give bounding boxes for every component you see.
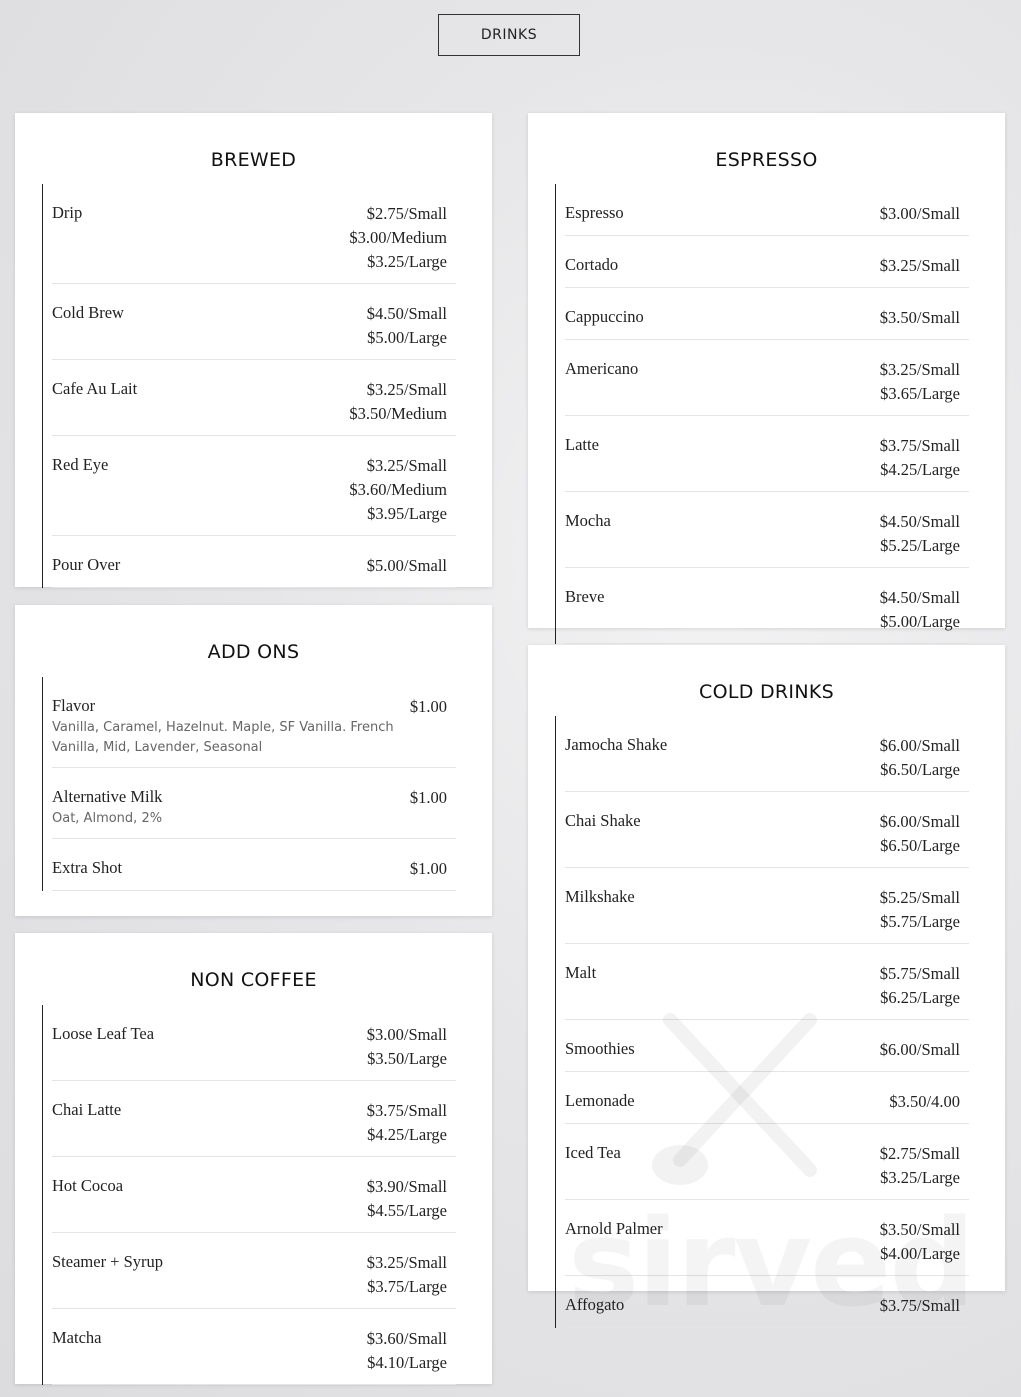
section-title: COLD DRINKS xyxy=(699,681,834,703)
menu-item-prices xyxy=(880,1218,960,1266)
menu-item-name: Smoothies xyxy=(565,1039,635,1058)
menu-item xyxy=(52,436,456,536)
menu-item-name: Alternative Milk xyxy=(52,787,163,806)
menu-item-info xyxy=(52,1099,121,1121)
menu-item-price: $3.25/Small xyxy=(879,360,960,379)
menu-item-name: Red Eye xyxy=(52,455,109,474)
menu-item-price: $3.50/Large xyxy=(367,1049,447,1068)
menu-item-price: $3.90/Small xyxy=(366,1177,447,1196)
menu-item-price: $3.65/Large xyxy=(880,384,960,403)
menu-item-name: Cortado xyxy=(565,255,619,274)
menu-item-info xyxy=(52,1327,101,1349)
menu-item-price: $3.25/Large xyxy=(367,252,447,271)
menu-item xyxy=(52,360,456,436)
section-title: ADD ONS xyxy=(207,641,300,663)
menu-item-name: Arnold Palmer xyxy=(565,1219,663,1238)
menu-item-prices xyxy=(880,358,960,406)
menu-item-info xyxy=(52,1023,154,1045)
menu-item-price: $5.00/Large xyxy=(880,612,960,631)
addons-card xyxy=(15,605,492,916)
menu-item-info xyxy=(565,810,641,832)
menu-item-price: $2.75/Small xyxy=(366,204,447,223)
menu-item-prices xyxy=(880,586,960,634)
menu-item-prices xyxy=(367,1251,447,1299)
menu-item-price: $3.50/4.00 xyxy=(889,1092,960,1111)
menu-item-price: $6.00/Small xyxy=(879,812,960,831)
colddrinks-card xyxy=(528,645,1005,1315)
menu-item-info xyxy=(565,306,644,328)
menu-item xyxy=(52,536,456,588)
menu-item-info xyxy=(565,254,618,276)
menu-item-info xyxy=(565,1038,635,1060)
menu-item-price: $4.50/Small xyxy=(366,304,447,323)
menu-item-prices xyxy=(349,454,447,526)
menu-item-prices xyxy=(410,786,447,810)
section-title: NON COFFEE xyxy=(190,969,317,991)
menu-list xyxy=(555,184,969,644)
menu-item xyxy=(565,1072,969,1124)
menu-item-prices xyxy=(880,202,960,226)
menu-item xyxy=(565,416,969,492)
menu-item-price: $6.00/Small xyxy=(879,736,960,755)
menu-item xyxy=(52,768,456,839)
menu-item-prices xyxy=(880,254,960,278)
menu-item-info xyxy=(565,962,596,984)
menu-item-prices xyxy=(349,378,447,426)
menu-item xyxy=(52,1081,456,1157)
menu-item xyxy=(52,1005,456,1081)
menu-item-prices xyxy=(349,202,447,274)
menu-item-prices xyxy=(889,1090,960,1114)
menu-list xyxy=(42,677,456,891)
menu-item-prices xyxy=(880,1294,960,1318)
menu-item xyxy=(565,340,969,416)
menu-item xyxy=(565,492,969,568)
menu-item-info xyxy=(52,857,122,879)
menu-item-prices xyxy=(367,1175,447,1223)
menu-item-price: $3.25/Small xyxy=(366,1253,447,1272)
menu-item-name: Extra Shot xyxy=(52,858,123,877)
menu-item-info xyxy=(52,1175,123,1197)
menu-item-price: $4.50/Small xyxy=(879,588,960,607)
menu-item-name: Cold Brew xyxy=(52,303,124,322)
menu-item-prices xyxy=(410,695,447,719)
menu-item-price: $4.25/Large xyxy=(880,460,960,479)
menu-item-name: Latte xyxy=(565,435,599,454)
menu-item xyxy=(565,1020,969,1072)
section-title: ESPRESSO xyxy=(715,149,818,171)
menu-item xyxy=(565,288,969,340)
menu-item-info xyxy=(52,695,410,758)
menu-item-info xyxy=(565,1142,621,1164)
menu-item xyxy=(565,1124,969,1200)
menu-item-price: $4.25/Large xyxy=(367,1125,447,1144)
espresso-card xyxy=(528,113,1005,631)
menu-item-price: $6.50/Large xyxy=(880,836,960,855)
menu-item-price: $6.00/Small xyxy=(879,1040,960,1059)
menu-item-price: $3.25/Small xyxy=(366,380,447,399)
menu-item-name: Iced Tea xyxy=(565,1143,621,1162)
menu-item xyxy=(565,868,969,944)
menu-item xyxy=(52,1309,456,1385)
menu-item-price: $5.25/Small xyxy=(879,888,960,907)
menu-item-name: Pour Over xyxy=(52,555,121,574)
menu-item xyxy=(565,792,969,868)
menu-item-price: $3.75/Small xyxy=(879,436,960,455)
menu-item-prices xyxy=(880,1142,960,1190)
menu-item-price: $5.00/Small xyxy=(366,556,447,575)
menu-item-info xyxy=(565,358,638,380)
menu-item-price: $5.25/Large xyxy=(880,536,960,555)
menu-item-name: Mocha xyxy=(565,511,611,530)
menu-item-price: $3.75/Small xyxy=(879,1296,960,1315)
menu-item-description: Oat, Almond, 2% xyxy=(52,811,163,826)
menu-item-price: $3.00/Small xyxy=(879,204,960,223)
menu-item-price: $1.00 xyxy=(409,859,447,878)
drinks-tab[interactable]: DRINKS xyxy=(438,14,580,56)
menu-item-price: $3.25/Small xyxy=(366,456,447,475)
menu-item-info xyxy=(565,510,611,532)
menu-item-price: $4.10/Large xyxy=(367,1353,447,1372)
menu-item-name: Chai Shake xyxy=(565,811,641,830)
menu-item-prices xyxy=(880,434,960,482)
menu-item-prices xyxy=(367,1099,447,1147)
menu-item-name: Loose Leaf Tea xyxy=(52,1024,155,1043)
menu-item-price: $3.50/Small xyxy=(879,308,960,327)
menu-item-price: $3.50/Medium xyxy=(349,404,447,423)
menu-item-prices xyxy=(880,306,960,330)
menu-item-info xyxy=(565,1090,635,1112)
menu-item-prices xyxy=(880,1038,960,1062)
menu-item-price: $2.75/Small xyxy=(879,1144,960,1163)
menu-item-prices xyxy=(367,302,447,350)
menu-item-name: Hot Cocoa xyxy=(52,1176,124,1195)
menu-list xyxy=(555,716,969,1328)
menu-item-info xyxy=(565,434,599,456)
menu-item-name: Breve xyxy=(565,587,605,606)
menu-item-info xyxy=(565,1294,624,1316)
menu-item-info xyxy=(565,1218,663,1240)
menu-item-price: $3.00/Medium xyxy=(349,228,447,247)
menu-list xyxy=(42,184,456,588)
menu-item-info xyxy=(52,554,120,576)
menu-item xyxy=(52,184,456,284)
menu-item-prices xyxy=(367,1327,447,1375)
menu-item-prices xyxy=(410,857,447,881)
menu-item-name: Steamer + Syrup xyxy=(52,1252,164,1271)
menu-item xyxy=(52,839,456,891)
menu-item xyxy=(52,284,456,360)
menu-item-name: Cappuccino xyxy=(565,307,644,326)
menu-item-name: Espresso xyxy=(565,203,624,222)
menu-item xyxy=(52,1157,456,1233)
menu-item-prices xyxy=(880,734,960,782)
menu-item-name: Drip xyxy=(52,203,83,222)
menu-item-name: Malt xyxy=(565,963,597,982)
menu-item-name: Matcha xyxy=(52,1328,102,1347)
noncoffee-card xyxy=(15,933,492,1384)
menu-item-info xyxy=(52,378,137,400)
menu-item-name: Chai Latte xyxy=(52,1100,122,1119)
menu-item-price: $5.00/Large xyxy=(367,328,447,347)
menu-item-price: $5.75/Large xyxy=(880,912,960,931)
menu-item-info xyxy=(565,586,604,608)
menu-item-name: Cafe Au Lait xyxy=(52,379,138,398)
menu-item-price: $6.25/Large xyxy=(880,988,960,1007)
menu-item-info xyxy=(565,202,624,224)
menu-item-price: $3.25/Large xyxy=(880,1168,960,1187)
menu-item-name: Milkshake xyxy=(565,887,635,906)
menu-item xyxy=(565,568,969,644)
menu-item-price: $5.75/Small xyxy=(879,964,960,983)
menu-item-info xyxy=(52,202,82,224)
menu-item-price: $6.50/Large xyxy=(880,760,960,779)
menu-item-name: Americano xyxy=(565,359,639,378)
menu-item-prices xyxy=(880,510,960,558)
menu-item-price: $4.55/Large xyxy=(367,1201,447,1220)
menu-item-description: Vanilla, Caramel, Hazelnut. Maple, SF Vanilla. French Vanilla, Mid, Lavender, Seasonal xyxy=(52,720,394,755)
menu-item-info xyxy=(52,786,162,829)
menu-item-price: $1.00 xyxy=(409,788,447,807)
menu-item-info xyxy=(565,886,635,908)
menu-item-price: $3.60/Medium xyxy=(349,480,447,499)
menu-item-name: Flavor xyxy=(52,696,96,715)
menu-item-name: Affogato xyxy=(565,1295,625,1314)
menu-item xyxy=(52,1233,456,1309)
menu-item-prices xyxy=(880,810,960,858)
menu-item-price: $3.00/Small xyxy=(366,1025,447,1044)
menu-item-prices xyxy=(367,554,447,578)
menu-item-info xyxy=(52,302,124,324)
menu-item xyxy=(565,716,969,792)
menu-item-price: $3.95/Large xyxy=(367,504,447,523)
menu-item-price: $3.75/Small xyxy=(366,1101,447,1120)
menu-item-price: $1.00 xyxy=(409,697,447,716)
menu-item xyxy=(565,1276,969,1328)
menu-list xyxy=(42,1005,456,1385)
menu-item-prices xyxy=(367,1023,447,1071)
menu-item-price: $4.00/Large xyxy=(880,1244,960,1263)
menu-item-info xyxy=(565,734,667,756)
menu-item-price: $4.50/Small xyxy=(879,512,960,531)
menu-item-info xyxy=(52,454,108,476)
menu-item xyxy=(565,944,969,1020)
menu-item-price: $3.50/Small xyxy=(879,1220,960,1239)
brewed-card xyxy=(15,113,492,587)
menu-item xyxy=(565,1200,969,1276)
menu-item-info xyxy=(52,1251,163,1273)
menu-item-price: $3.25/Small xyxy=(879,256,960,275)
menu-item-prices xyxy=(880,962,960,1010)
menu-item-price: $3.60/Small xyxy=(366,1329,447,1348)
menu-item xyxy=(565,184,969,236)
section-title: BREWED xyxy=(210,149,297,171)
menu-item-price: $3.75/Large xyxy=(367,1277,447,1296)
menu-item xyxy=(52,677,456,768)
menu-item-name: Jamocha Shake xyxy=(565,735,668,754)
menu-item-prices xyxy=(880,886,960,934)
menu-item xyxy=(565,236,969,288)
menu-item-name: Lemonade xyxy=(565,1091,635,1110)
